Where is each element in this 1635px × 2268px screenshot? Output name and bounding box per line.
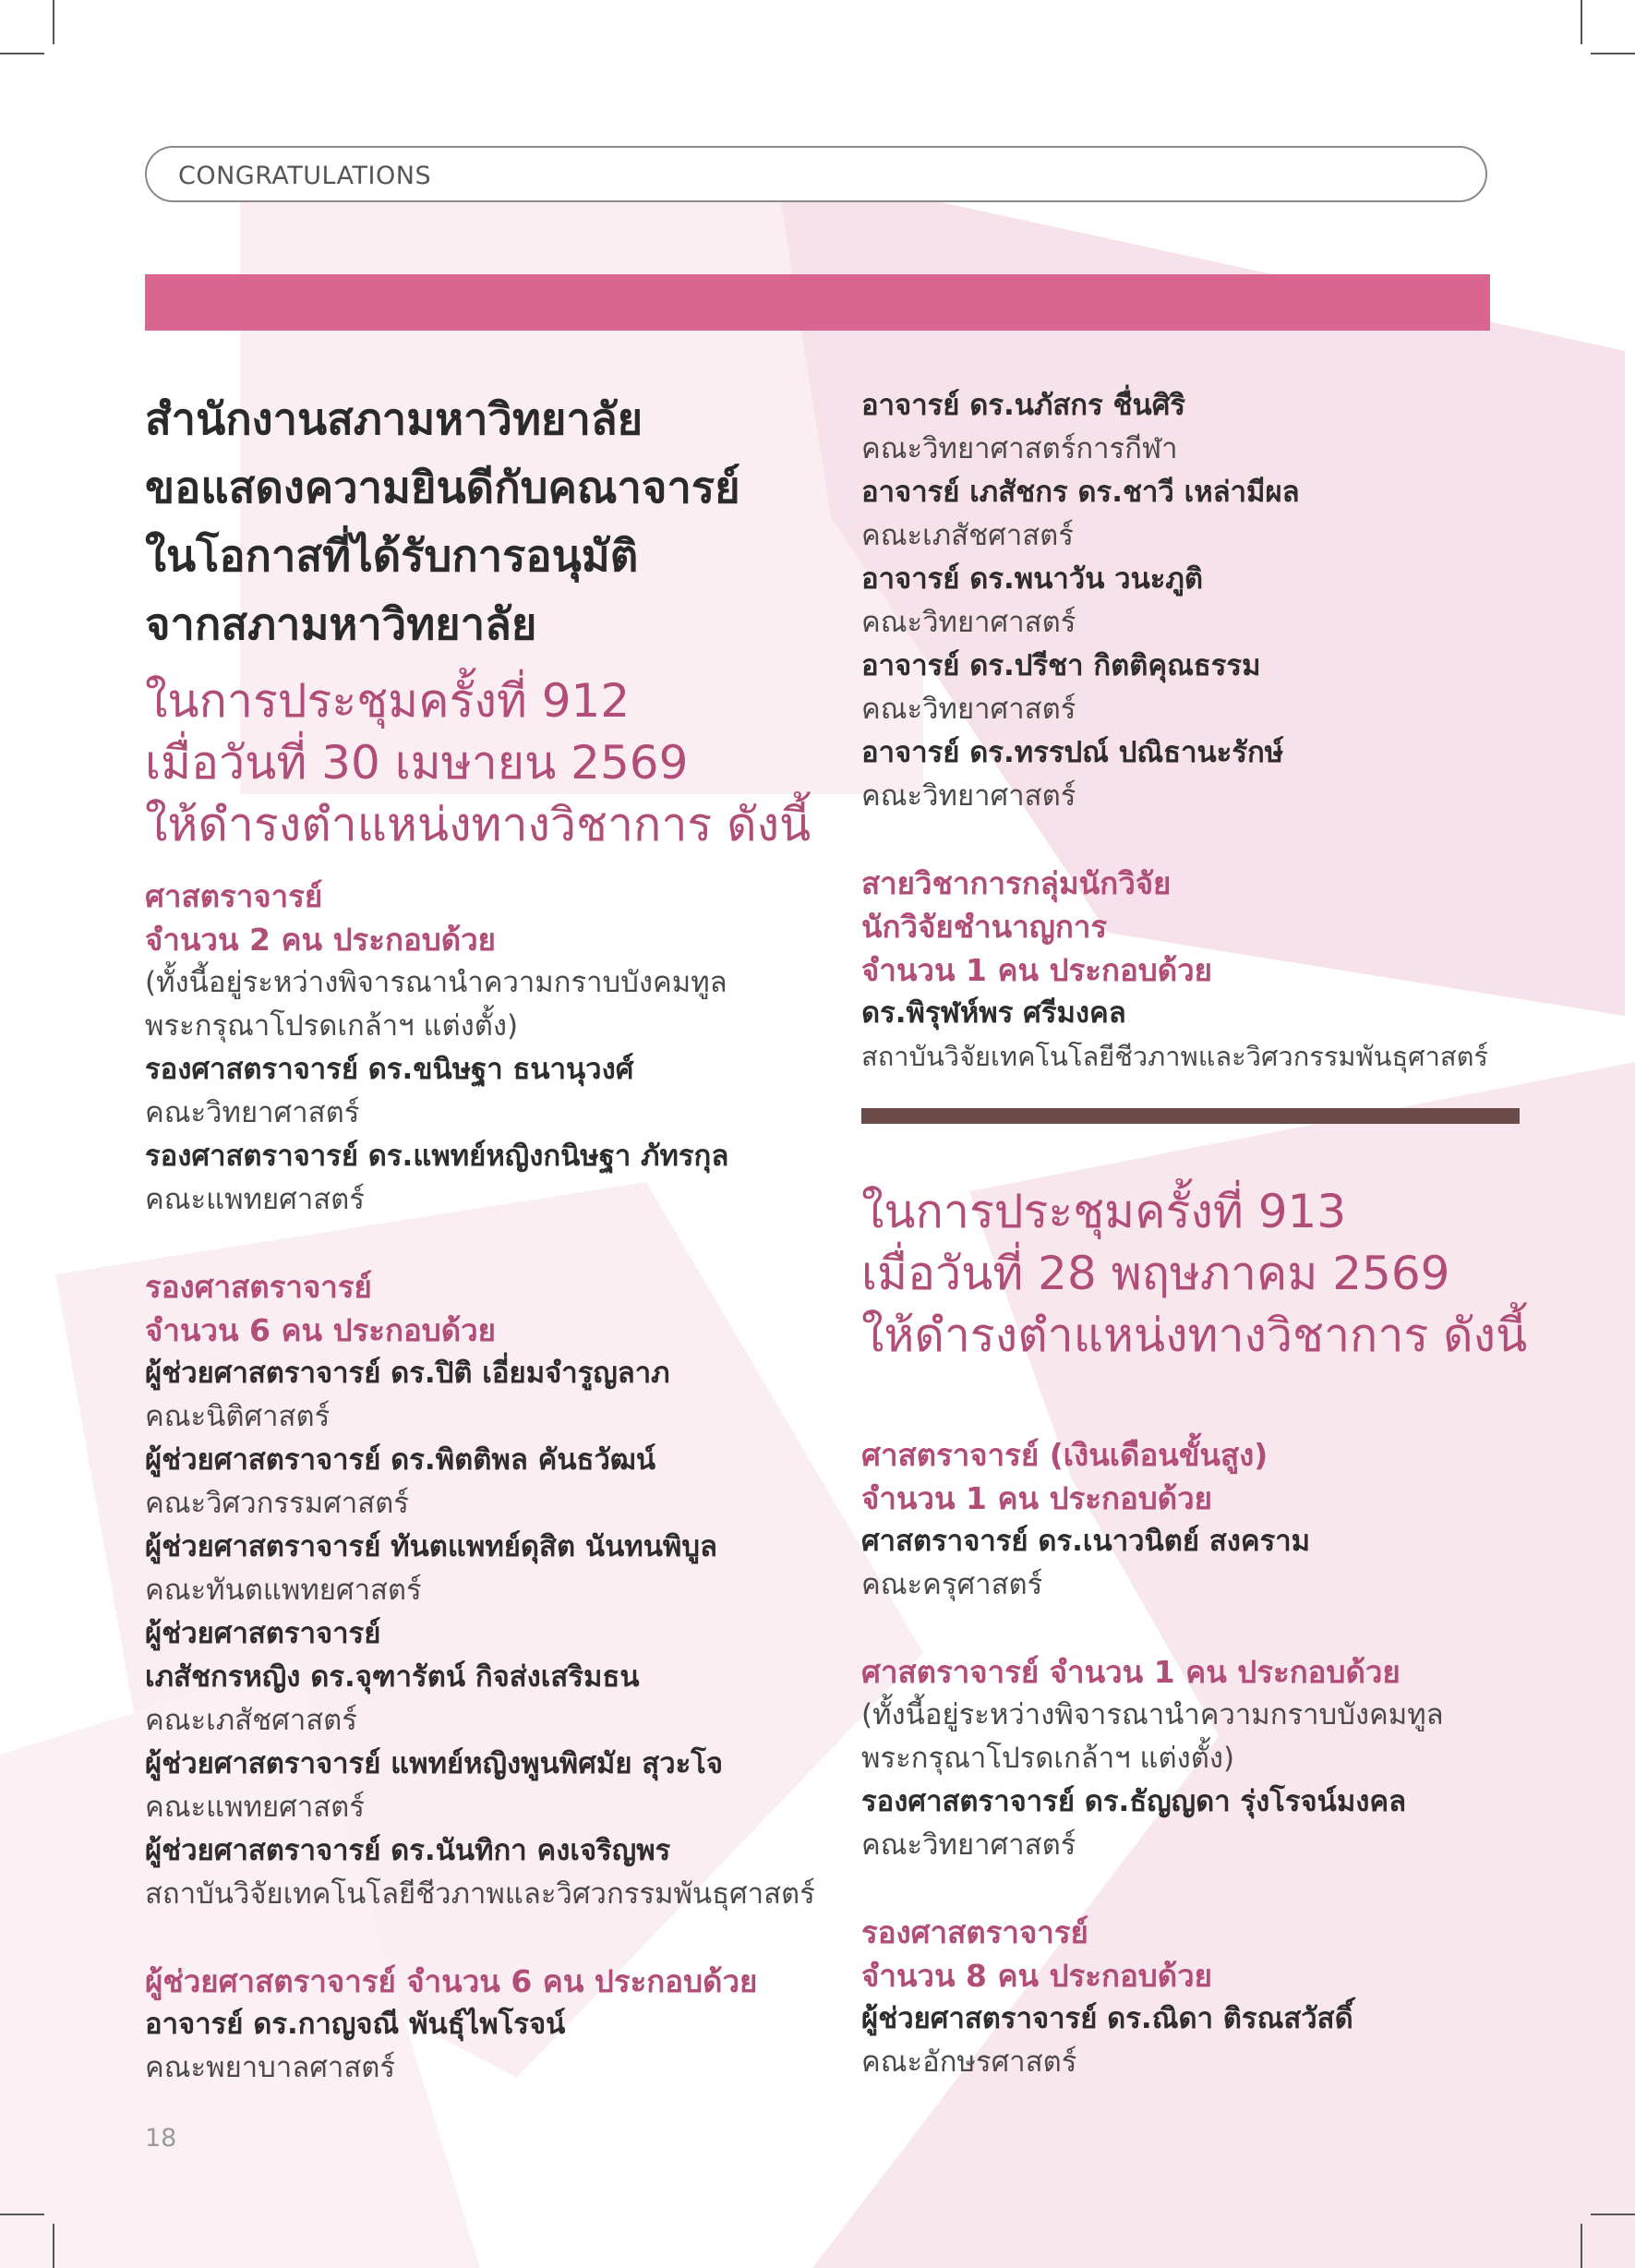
- section-count: จำนวน 1 คน ประกอบด้วย: [861, 952, 1213, 988]
- section-heading: รองศาสตราจารย์: [145, 1269, 372, 1305]
- section-header-label: CONGRATULATIONS: [178, 162, 432, 190]
- meeting-line: ในการประชุมครั้งที่ 912: [145, 674, 631, 728]
- meeting-line: ให้ดำรงตำแหน่งทางวิชาการ ดังนี้: [145, 798, 811, 851]
- person-name: อาจารย์ ดร.ปรีชา กิตติคุณธรรม: [861, 649, 1261, 682]
- section-heading: ผู้ช่วยศาสตราจารย์ จำนวน 6 คน ประกอบด้วย: [145, 1963, 758, 1999]
- section-divider: [861, 1108, 1520, 1124]
- person-faculty: คณะอักษรศาสตร์: [861, 2045, 1077, 2079]
- person-name: รองศาสตราจารย์ ดร.ธัญญดา รุ่งโรจน์มงคล: [861, 1785, 1407, 1818]
- section-professor-913: [861, 1650, 1526, 1867]
- crop-mark: [1581, 2224, 1582, 2268]
- person-faculty: สถาบันวิจัยเทคโนโลยีชีวภาพและวิศวกรรมพันธุศาสตร์: [145, 1877, 815, 1911]
- person-name: อาจารย์ ดร.นภัสกร ชื่นศิริ: [861, 389, 1186, 422]
- person-name: ผู้ช่วยศาสตราจารย์ ดร.นันทิกา คงเจริญพร: [145, 1834, 671, 1867]
- section-heading: ศาสตราจารย์ (เงินเดือนขั้นสูง): [861, 1437, 1268, 1473]
- meeting-line: เมื่อวันที่ 30 เมษายน 2569: [145, 736, 689, 790]
- page-number: 18: [145, 2124, 177, 2153]
- section-note: (ทั้งนี้อยู่ระหว่างพิจารณานำความกราบบังคมทูล: [861, 1698, 1444, 1731]
- section-note: พระกรุณาโปรดเกล้าฯ แต่งตั้ง): [861, 1742, 1235, 1775]
- person-name: ศาสตราจารย์ ดร.เนาวนิตย์ สงคราม: [861, 1525, 1311, 1558]
- section-assistant-professor-912-continued: [861, 384, 1526, 818]
- person-name: รองศาสตราจารย์ ดร.แพทย์หญิงกนิษฐา ภัทรกุล: [145, 1140, 729, 1173]
- section-count: จำนวน 2 คน ประกอบด้วย: [145, 922, 497, 958]
- person-name: ผู้ช่วยศาสตราจารย์ ดร.ณิดา ติรณสวัสดิ์: [861, 2002, 1353, 2035]
- accent-bar: [145, 274, 1490, 331]
- person-name: ผู้ช่วยศาสตราจารย์ ดร.ปิติ เอี่ยมจำรูญลาภ: [145, 1357, 670, 1390]
- person-faculty: คณะนิติศาสตร์: [145, 1400, 331, 1433]
- crop-mark: [53, 0, 54, 44]
- person-faculty: คณะวิทยาศาสตร์: [145, 1096, 360, 1129]
- person-faculty: คณะวิทยาศาสตร์: [861, 693, 1076, 726]
- person-faculty: สถาบันวิจัยเทคโนโลยีชีวภาพและวิศวกรรมพันธุศาสตร์: [861, 1041, 1488, 1072]
- person-name: ดร.พิรุฬห์พร ศรีมงคล: [861, 996, 1126, 1030]
- section-associate-professor-912: [145, 1265, 847, 1916]
- right-column: [861, 384, 1526, 2084]
- section-count: จำนวน 8 คน ประกอบด้วย: [861, 1958, 1213, 1994]
- section-professor-912: [145, 875, 847, 1222]
- meeting-line: ในการประชุมครั้งที่ 913: [861, 1185, 1347, 1238]
- person-faculty: คณะวิทยาศาสตร์: [861, 779, 1076, 813]
- person-name: อาจารย์ ดร.กาญจณี พันธุ์ไพโรจน์: [145, 2008, 566, 2041]
- left-column: [145, 386, 847, 2090]
- person-name: เภสัชกรหญิง ดร.จุฑารัตน์ กิจส่งเสริมธน: [145, 1660, 640, 1694]
- intro-line: ขอแสดงความยินดีกับคณาจารย์: [145, 463, 740, 513]
- person-name: อาจารย์ ดร.พนาวัน วนะภูติ: [861, 562, 1204, 596]
- person-faculty: คณะวิทยาศาสตร์: [861, 1828, 1076, 1862]
- crop-mark: [1581, 0, 1582, 44]
- section-heading: ศาสตราจารย์: [145, 878, 323, 914]
- person-faculty: คณะเภสัชศาสตร์: [861, 519, 1074, 552]
- person-faculty: คณะทันตแพทยศาสตร์: [145, 1574, 422, 1607]
- person-name: รองศาสตราจารย์ ดร.ขนิษฐา ธนานุวงศ์: [145, 1053, 634, 1086]
- crop-mark: [0, 53, 44, 54]
- intro-line: สำนักงานสภามหาวิทยาลัย: [145, 394, 643, 445]
- section-associate-professor-913: [861, 1911, 1526, 2084]
- intro-line: จากสภามหาวิทยาลัย: [145, 599, 537, 650]
- section-count: จำนวน 1 คน ประกอบด้วย: [861, 1480, 1213, 1516]
- section-note: (ทั้งนี้อยู่ระหว่างพิจารณานำความกราบบังคมทูล: [145, 966, 727, 999]
- person-faculty: คณะพยาบาลศาสตร์: [145, 2051, 396, 2084]
- meeting-line: ให้ดำรงตำแหน่งทางวิชาการ ดังนี้: [861, 1309, 1528, 1362]
- person-faculty: คณะวิทยาศาสตร์: [861, 606, 1076, 639]
- intro-heading: [145, 386, 847, 659]
- person-faculty: คณะวิศวกรรมศาสตร์: [145, 1487, 409, 1520]
- person-name: ผู้ช่วยศาสตราจารย์ แพทย์หญิงพูนพิศมัย สุวะโจ: [145, 1747, 724, 1780]
- section-count: จำนวน 6 คน ประกอบด้วย: [145, 1312, 497, 1348]
- section-heading: รองศาสตราจารย์: [861, 1914, 1088, 1950]
- meeting-912-heading: [145, 670, 847, 856]
- person-faculty: คณะครุศาสตร์: [861, 1568, 1043, 1601]
- crop-mark: [53, 2224, 54, 2268]
- person-name: อาจารย์ เภสัชกร ดร.ชาวี เหล่ามีผล: [861, 476, 1300, 509]
- section-heading: นักวิจัยชำนาญการ: [861, 909, 1108, 945]
- person-name: ผู้ช่วยศาสตราจารย์: [145, 1617, 381, 1650]
- section-assistant-professor-912: [145, 1960, 847, 2090]
- section-researcher-912: [861, 862, 1526, 1079]
- section-note: พระกรุณาโปรดเกล้าฯ แต่งตั้ง): [145, 1009, 519, 1043]
- person-name: อาจารย์ ดร.ทรรปณ์ ปณิธานะรักษ์: [861, 736, 1284, 769]
- person-faculty: คณะวิทยาศาสตร์การกีฬา: [861, 432, 1178, 465]
- section-header-pill: [145, 146, 1487, 202]
- crop-mark: [1591, 2214, 1635, 2215]
- section-heading: ศาสตราจารย์ จำนวน 1 คน ประกอบด้วย: [861, 1654, 1401, 1690]
- crop-mark: [0, 2214, 44, 2215]
- intro-line: ในโอกาสที่ได้รับการอนุมัติ: [145, 531, 639, 582]
- person-faculty: คณะเภสัชศาสตร์: [145, 1704, 357, 1737]
- meeting-913-heading: [861, 1181, 1526, 1367]
- meeting-line: เมื่อวันที่ 28 พฤษภาคม 2569: [861, 1247, 1450, 1300]
- person-name: ผู้ช่วยศาสตราจารย์ ดร.พิตติพล คันธวัฒน์: [145, 1443, 656, 1477]
- person-name: ผู้ช่วยศาสตราจารย์ ทันตแพทย์ดุสิต นันทนพิบูล: [145, 1530, 718, 1563]
- person-faculty: คณะแพทยศาสตร์: [145, 1183, 365, 1216]
- section-professor-high-salary-913: [861, 1433, 1526, 1607]
- person-faculty: คณะแพทยศาสตร์: [145, 1791, 365, 1824]
- crop-mark: [1591, 53, 1635, 54]
- section-heading: สายวิชาการกลุ่มนักวิจัย: [861, 865, 1172, 901]
